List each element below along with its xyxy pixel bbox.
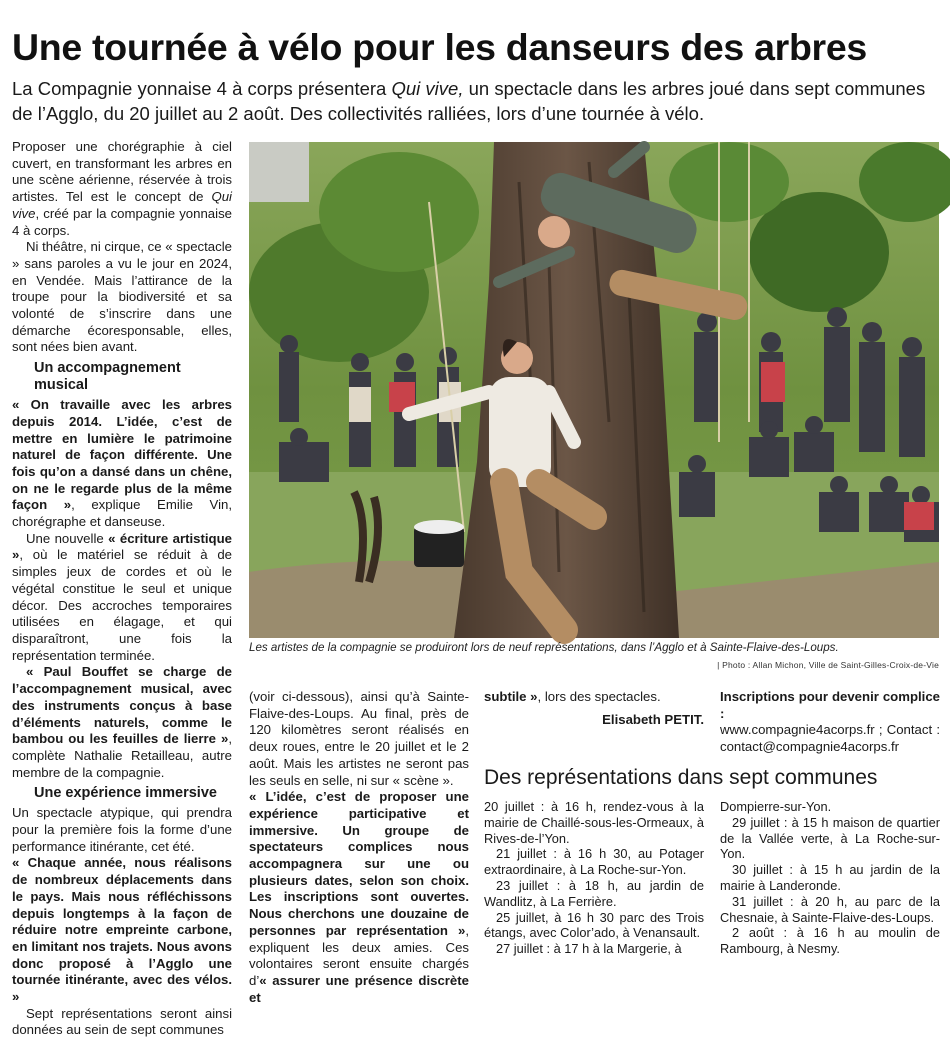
text: , lors des spectacles. [537,689,661,704]
article-column-3 [484,689,704,728]
date-entry: Dompierre-sur-Yon. [720,799,832,814]
dates-heading: Des représentations dans sept communes [484,766,878,789]
date-entry: 25 juillet, à 16 h 30 parc des Trois étangs, avec Color’ado, à Venansault. [484,909,704,941]
article-column-2 [249,689,469,1006]
date-entry: 23 juillet : à 18 h, au jardin de Wandlitz, à La Ferrière. [484,877,704,909]
date-entry: 21 juillet : à 16 h 30, au Potager extraordinaire, à La Roche-sur-Yon. [484,846,704,878]
quote: « On travaille avec les arbres depuis 2014. L’idée, c’est de mettre en lumière le patrimoine naturel de façon différente. Une fois qu’on a dansé dans un chêne, on ne le regarde plus de la même façon » [12,397,232,513]
quote: « Paul Bouffet se charge de l’accompagnement musical, avec des instruments conçus à base d’éléments naturels, comme le bambou ou les feuilles de lierre » [12,664,232,747]
date-entry: 30 juillet : à 15 h au jardin de la mairie à Landeronde. [720,862,940,893]
article-headline: Une tournée à vélo pour les danseurs des arbres [12,26,867,68]
date-entry: 29 juillet : à 15 h maison de quartier de la Vallée verte, à La Roche-sur-Yon. [720,814,940,862]
paragraph: Sept représentations seront ainsi données au sein de sept communes [12,1005,232,1038]
paragraph: Ni théâtre, ni cirque, ce « spectacle » sans paroles a vu le jour en 2024, en Vendée. Mais l’attirance de la troupe pour la biodiversité et sa volonté de s’inscrire dans une démarche écoresponsable, elles, sont nées bien avant. [12,239,232,355]
paragraph: Un spectacle atypique, qui prendra pour la première fois la forme d’une performance itinérante, cet été. [12,805,232,854]
article-column-1 [12,139,232,1039]
date-entry: 20 juillet : à 16 h, rendez-vous à la mairie de Chaillé-sous-les-Ormeaux, à Rives-de-l’Yon. [484,799,704,846]
dates-column-2 [720,799,940,957]
paragraph [12,397,232,531]
show-title: Qui vive [12,189,232,221]
lede-show-title: Qui vive, [391,78,464,99]
photo-caption: Les artistes de la compagnie se produiront lors de neuf représentations, dans l’Agglo et à Sainte-Flaive-des-Loups. [249,641,839,654]
author-signature: Elisabeth PETIT. [602,711,704,727]
text: , où le matériel se réduit à de simples jeux de cordes et où le végétal constitue le seul et unique décor. Des accroches temporaires utilisées en élagage, et qui disparaîtront, une fois la représentation terminée. [12,547,232,663]
text: , complète Nathalie Retailleau, autre membre de la compagnie. [12,731,232,780]
section-heading-music: Un accompagnement musical [34,360,181,394]
text: Proposer une chorégraphie à ciel cuvert, en transformant les arbres en une scène aérienne, réservée à trois artistes. Tel est le concept de [12,139,232,205]
lede-part: un spectacle dans les arbres joué dans sept communes de l’Agglo, du 20 juillet au 2 août. Des collectivités ralliées, lors d’une tournée à vélo. [12,78,926,124]
quote: subtile » [484,689,538,704]
quote: « assurer une présence discrète et [249,972,469,1005]
article-lede [12,76,942,126]
quote: « écriture artistique » [12,530,232,563]
paragraph [12,664,232,781]
paragraph [12,531,232,665]
article-photo [249,142,939,638]
registration-title [720,689,940,722]
paragraph: (voir ci-dessous), ainsi qu’à Sainte-Flaive-des-Loups. Au final, près de 120 kilomètres seront réalisés en deux roues, entre le 20 juillet et le 2 août. Mais les artistes ne seront pas les seuls en selle, ni sur « scène ». [249,689,469,788]
quote: « L’idée, c’est de proposer une expérience participative et immersive. Un groupe de spectateurs complices nous accompagnera sur une ou plusieurs dates, selon son choix. Les inscriptions sont ouvertes. Nous cherchons une douzaine de personnes par représentation » [249,789,469,938]
text: , expliquent les deux amies. Ces volontaires seront ensuite chargés d’ [249,922,469,988]
dates-column-1 [484,799,704,957]
paragraph [12,855,232,1005]
date-entry: 2 août : à 16 h au moulin de Rambourg, à Nesmy. [720,925,940,957]
section-heading-immersive: Une expérience immersive [34,785,217,802]
text: , explique Emilie Vin, chorégraphe et danseuse. [12,497,233,530]
title: Inscriptions pour devenir complice : [720,689,940,721]
registration-info [720,689,940,756]
photo-credit: | Photo : Allan Michon, Ville de Saint-Gilles-Croix-de-Vie [717,660,939,670]
quote: « Chaque année, nous réalisons de nombreux déplacements dans le pays. Mais nous réfléchissons depuis longtemps à la façon de réduire notre empreinte carbone, en limitant nos trajets. Nous avons donc proposé à l’Agglo une tournée itinérante, avec des vélos. » [12,855,232,1005]
dancers-tree-photo [249,142,939,638]
text: , créé par la compagnie yonnaise 4 à corps. [12,205,232,238]
paragraph [249,789,469,1006]
paragraph [484,689,704,706]
date-entry: 27 juillet : à 17 h à la Margerie, à [496,941,682,957]
registration-contact[interactable]: www.compagnie4acorps.fr ; Contact : contact@compagnie4acorps.fr [720,722,940,755]
date-entry: 31 juillet : à 20 h, au parc de la Chesnaie, à Sainte-Flaive-des-Loups. [720,893,940,925]
text: Une nouvelle [26,530,109,546]
lede-part: La Compagnie yonnaise 4 à corps présentera [12,78,392,99]
paragraph [12,139,232,239]
